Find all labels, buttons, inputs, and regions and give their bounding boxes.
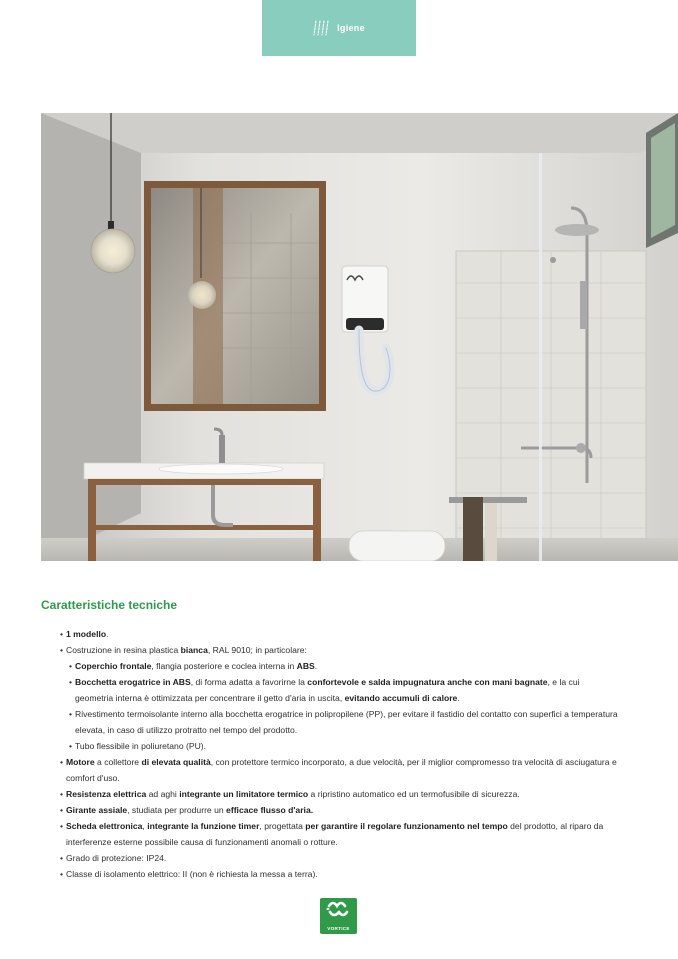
spec-item [60,786,620,802]
spec-text: del prodotto, al riparo da interferenze esterne possibile causa di funzionamenti anomali o rotture. [66,821,604,847]
spec-bold-text: 1 modello [66,629,107,639]
spec-text: , progettata [259,821,306,831]
spec-bold-text: Coperchio frontale [75,661,152,671]
spec-text: . [314,661,318,671]
spec-text: . [106,629,109,639]
vortice-logo-text: VORTICE [327,926,350,931]
spec-text: , con protettore termico incorporato, a due velocità, per il miglior compromesso tra velocità di asciugatura e comfort d'uso. [66,757,617,783]
spec-bold-text: bianca [180,645,208,655]
spec-item [60,818,620,850]
spec-text: ad aghi [146,789,180,799]
vortice-logo-icon [320,898,357,924]
spec-text: Grado di protezione: IP24. [66,853,167,863]
spec-text: , e la cui geometria interna è ottimizzata per concentrare il getto d'aria in uscita, [75,677,580,703]
spec-item [60,754,620,786]
spec-text: . [457,693,460,703]
spec-bold-text: Scheda elettronica [66,821,143,831]
spec-text: Rivestimento termoisolante interno alla bocchetta erogatrice in polipropilene (PP), per evitare il fastidio del contatto con superfici a temperatura elevata, in caso di utilizzo protratto nel tempo del prodotto. [75,709,618,735]
hygiene-waves-icon [313,20,331,36]
spec-bold-text: evitando accumuli di calore [344,693,458,703]
spec-text: , flangia posteriore e coclea interna in [151,661,297,671]
spec-bold-text: Girante assiale [66,805,128,815]
spec-bold-text: Motore [66,757,95,767]
spec-subitem [69,658,620,674]
spec-bold-text: Resistenza elettrica [66,789,147,799]
spec-item [60,866,620,882]
spec-item [60,642,620,658]
spec-text: , RAL 9010; in particolare: [207,645,307,655]
spec-text: , [142,821,148,831]
spec-bold-text: ABS [296,661,315,671]
spec-text: Costruzione in resina plastica [66,645,181,655]
category-tab [262,0,416,56]
spec-text: , studiata per produrre un [127,805,227,815]
spec-text: Tubo flessibile in poliuretano (PU). [75,741,207,751]
bathroom-photo [41,113,678,561]
spec-bold-text: di elevata qualità [141,757,211,767]
spec-text: , di forma adatta a favorirne la [190,677,308,687]
spec-bold-text: confortevole e salda impugnatura anche con mani bagnate [307,677,548,687]
section-title: Caratteristiche tecniche [41,598,178,612]
specs-list [60,626,620,882]
spec-text: a collettore [94,757,142,767]
spec-item [60,850,620,866]
spec-text: a ripristino automatico ed un termofusibile di sicurezza. [308,789,520,799]
spec-text: Classe di isolamento elettrico: II (non è richiesta la messa a terra). [66,869,318,879]
spec-item [60,626,620,642]
spec-bold-text: integrante un limitatore termico [179,789,309,799]
spec-bold-text: efficace flusso d'aria. [226,805,314,815]
category-tab-label: Igiene [337,23,365,33]
spec-item [60,802,620,818]
spec-subitem [69,706,620,738]
spec-bold-text: integrante la funzione timer [147,821,260,831]
spec-subitem [69,738,620,754]
spec-bold-text: Bocchetta erogatrice in ABS [75,677,191,687]
spec-subitem [69,674,620,706]
spec-bold-text: per garantire il regolare funzionamento nel tempo [305,821,508,831]
vortice-logo [320,898,357,934]
